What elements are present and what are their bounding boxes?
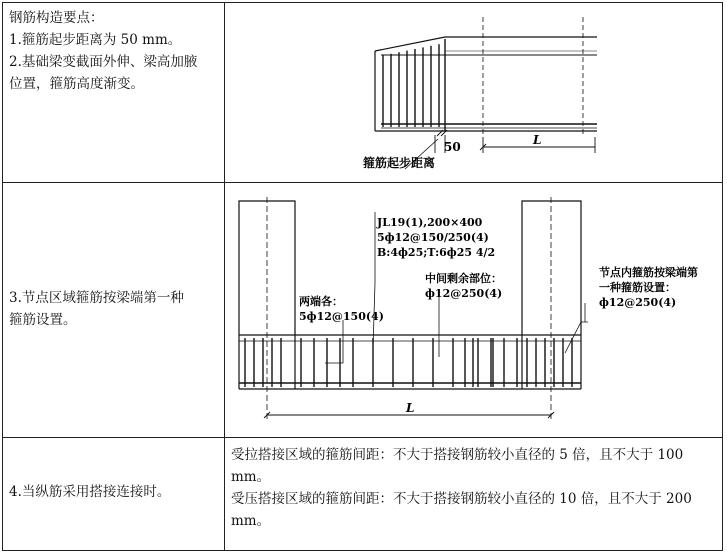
row2-dim-L-label: L <box>406 401 415 415</box>
beam-outline <box>375 37 597 51</box>
node-label-1: 节点内箍筋按梁端第 <box>599 266 698 279</box>
row3-line-1: 4.当纵筋采用搭接连接时。 <box>9 484 171 500</box>
middle-label-2: ф12@250(4) <box>425 287 503 300</box>
row1-line-4: 位置，箍筋高度渐变。 <box>9 76 144 92</box>
table-row-1 <box>2 2 723 183</box>
beam-label-2: 5ф12@150/250(4) <box>377 231 489 244</box>
row2-description <box>3 183 225 437</box>
row2-line-2: 箍筋设置。 <box>9 312 77 328</box>
node-stirrup-diagram <box>225 183 722 436</box>
row1-figure-cell <box>225 3 722 182</box>
svg-text:JL19(1),200×400 <box>376 216 483 229</box>
tension-lap-paragraph: 受拉搭接区域的箍筋间距：不大于搭接钢筋较小直径的 5 倍，且不大于 100 mm。 <box>231 447 684 485</box>
dim-L-label: L <box>533 133 542 147</box>
row1-line-1: 钢筋构造要点： <box>9 10 104 26</box>
row2-line-1: 3.节点区域箍筋按梁端第一种 <box>9 290 184 306</box>
beam-label-1: JL19(1),200×400 <box>377 216 483 229</box>
row2-figure-cell <box>225 183 722 437</box>
table-row-3 <box>2 438 723 551</box>
node-label-2: 一种箍筋设置： <box>599 281 676 294</box>
dim-50-label: 50 <box>444 140 461 154</box>
node-label-3: ф12@250(4) <box>599 296 677 309</box>
row1-line-3: 2.基础梁变截面外伸、梁高加腋 <box>9 54 198 70</box>
starting-distance-diagram <box>225 3 722 182</box>
figure-caption: 箍筋起步距离 <box>363 156 436 170</box>
row3-text-cell <box>225 438 722 550</box>
row1-line-2: 1.箍筋起步距离为 50 mm。 <box>9 32 182 48</box>
table-row-2 <box>2 183 723 438</box>
svg-text:5ф12@150/250(4) <box>377 231 489 244</box>
svg-text:B:4ф25;T:6ф25 4/2 <box>377 246 495 259</box>
row3-description <box>3 438 225 550</box>
beam-label-3: B:4ф25;T:6ф25 4/2 <box>377 246 496 259</box>
row1-description <box>3 3 225 182</box>
middle-label-1: 中间剩余部位： <box>425 272 502 285</box>
ends-label-1: 两端各： <box>299 295 343 308</box>
rebar-detail-table <box>2 2 723 551</box>
compression-lap-paragraph: 受压搭接区域的箍筋间距：不大于搭接钢筋较小直径的 10 倍，且不大于 200 mm。 <box>231 491 692 529</box>
ends-label-2: 5ф12@150(4) <box>299 310 384 323</box>
